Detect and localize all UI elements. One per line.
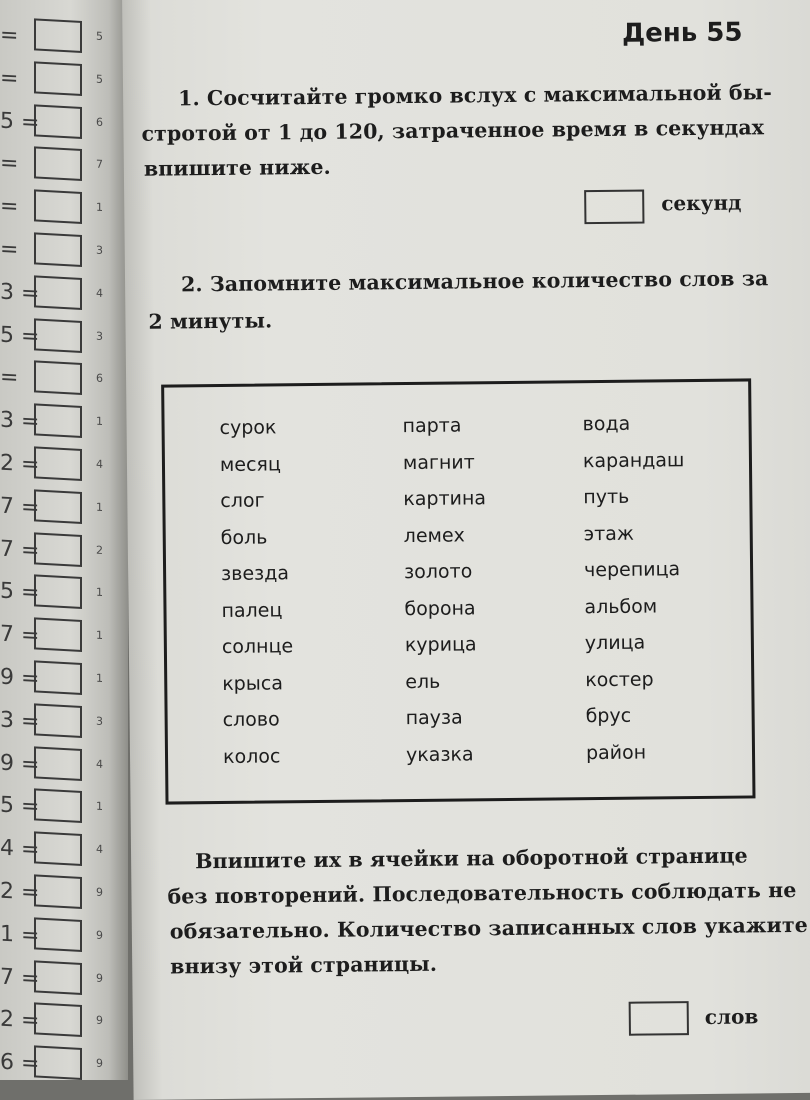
instructions-line1: Впишите их в ячейки на оборотной странице	[195, 843, 748, 874]
previous-page-row	[0, 357, 128, 400]
task2-line2: 2 минуты.	[148, 308, 273, 334]
equation-fragment: 3 =	[0, 279, 40, 307]
equation-fragment: =	[0, 365, 19, 392]
word-column-2	[402, 414, 488, 780]
previous-page-row	[0, 271, 128, 314]
answer-cell	[34, 703, 82, 738]
equation-fragment: 7 =	[0, 621, 40, 649]
text-fragment: 7	[96, 158, 103, 172]
previous-page-row	[0, 614, 128, 657]
word-item: золото	[403, 560, 473, 584]
word-item: ель	[405, 670, 441, 693]
text-fragment: 9	[96, 885, 103, 900]
word-item: лемех	[403, 523, 465, 547]
answer-cell	[34, 104, 82, 139]
answer-cell	[34, 660, 82, 695]
word-item: палец	[221, 598, 283, 622]
task1-line2: стротой от 1 до 120, затраченное время в секундах	[141, 115, 765, 146]
answer-cell	[34, 532, 82, 567]
previous-page-row	[0, 485, 128, 528]
instructions-line3: обязательно. Количество записанных слов укажите	[169, 912, 808, 944]
word-item: борона	[404, 596, 476, 620]
previous-page-row	[0, 186, 128, 229]
equation-fragment: 7 =	[0, 964, 40, 992]
answer-cell	[34, 489, 82, 524]
previous-page-row	[0, 571, 128, 614]
answer-cell	[34, 61, 82, 96]
word-item: черепица	[583, 558, 681, 582]
answer-cell	[34, 874, 82, 909]
answer-cell	[34, 832, 82, 867]
text-fragment: 1	[96, 200, 103, 215]
equation-fragment: 5 =	[0, 579, 40, 607]
text-fragment: 9	[96, 1056, 103, 1071]
word-item: колос	[222, 744, 281, 768]
equation-fragment: 1 =	[0, 921, 40, 949]
equation-fragment: 3 =	[0, 707, 40, 735]
equation-fragment: 4 =	[0, 835, 40, 863]
word-item: курица	[404, 633, 477, 657]
previous-page-row	[0, 999, 128, 1042]
equation-fragment: 9 =	[0, 664, 40, 692]
equation-fragment: =	[0, 65, 19, 92]
equation-fragment: =	[0, 151, 19, 178]
equation-fragment: 2 =	[0, 450, 40, 478]
answer-cell	[34, 275, 82, 310]
previous-page-row	[0, 699, 128, 742]
word-item: пауза	[405, 706, 463, 730]
equation-fragment: 5 =	[0, 322, 40, 350]
previous-page	[0, 0, 128, 1080]
word-item: крыса	[222, 671, 284, 695]
text-fragment: 5	[96, 72, 103, 86]
task1-line3: впишите ниже.	[143, 154, 331, 181]
word-item: слово	[222, 708, 280, 731]
equation-fragment: 3 =	[0, 407, 40, 435]
words-label: слов	[704, 1004, 759, 1029]
previous-page-row	[0, 314, 128, 357]
previous-page-row	[0, 1042, 128, 1080]
text-fragment: 5	[96, 29, 103, 44]
word-item: улица	[584, 631, 646, 655]
word-item: вода	[582, 412, 631, 436]
answer-cell	[34, 746, 82, 781]
word-item: брус	[585, 704, 632, 728]
equation-fragment: 5 =	[0, 108, 40, 136]
answer-cell	[34, 575, 82, 610]
answer-cell	[34, 190, 82, 225]
word-item: звезда	[221, 562, 290, 585]
instructions-line4: внизу этой страницы.	[170, 951, 438, 979]
text-fragment: 4	[96, 842, 103, 857]
word-item: путь	[583, 485, 630, 509]
text-fragment: 1	[96, 414, 103, 429]
word-item: костер	[585, 667, 654, 691]
equation-fragment: 5 =	[0, 793, 40, 821]
previous-page-row	[0, 956, 128, 999]
word-column-1	[219, 416, 294, 782]
word-item: солнце	[221, 635, 294, 658]
answer-cell	[34, 18, 82, 53]
text-fragment: 4	[96, 757, 103, 771]
previous-page-row	[0, 443, 128, 486]
previous-page-row	[0, 400, 128, 443]
word-item: месяц	[219, 452, 281, 476]
text-fragment: 2	[96, 543, 103, 557]
text-fragment: 1	[96, 500, 103, 514]
previous-page-row	[0, 828, 128, 871]
answer-cell	[34, 361, 82, 396]
text-fragment: 3	[96, 243, 103, 258]
previous-page-row	[0, 785, 128, 828]
previous-page-row	[0, 229, 128, 272]
equation-fragment: 7 =	[0, 493, 40, 521]
text-fragment: 4	[96, 457, 103, 472]
text-fragment: 3	[96, 329, 103, 343]
previous-page-row	[0, 871, 128, 914]
word-item: карандаш	[582, 448, 685, 472]
page-title: День 55	[621, 17, 743, 49]
workbook-page	[122, 0, 810, 1100]
previous-page-row	[0, 15, 128, 58]
word-item: сурок	[219, 416, 277, 440]
answer-cell	[34, 917, 82, 952]
text-fragment: 1	[96, 586, 103, 600]
word-item: этаж	[583, 522, 635, 545]
text-fragment: 6	[96, 115, 103, 129]
word-item: картина	[403, 487, 487, 511]
answer-cell	[34, 960, 82, 995]
word-list-box	[161, 378, 755, 804]
word-item: боль	[220, 526, 268, 549]
previous-page-row	[0, 100, 128, 143]
answer-cell	[34, 618, 82, 653]
word-item: парта	[402, 414, 462, 438]
equation-fragment: =	[0, 236, 19, 263]
task1-line1: 1. Сосчитайте громко вслух с максимальной бы-	[178, 80, 773, 111]
previous-page-row	[0, 143, 128, 186]
answer-cell	[34, 232, 82, 267]
words-answer-box[interactable]	[629, 1001, 689, 1036]
text-fragment: 6	[96, 372, 103, 386]
text-fragment: 9	[96, 928, 103, 942]
word-column-3	[582, 412, 687, 778]
equation-fragment: 9 =	[0, 750, 40, 778]
answer-cell	[34, 404, 82, 439]
equation-fragment: 2 =	[0, 878, 40, 906]
seconds-answer-box[interactable]	[584, 190, 644, 225]
equation-fragment: =	[0, 22, 19, 49]
equation-fragment: 7 =	[0, 536, 40, 564]
text-fragment: 1	[96, 800, 103, 814]
previous-page-row	[0, 657, 128, 700]
word-item: альбом	[584, 594, 658, 618]
previous-page-row	[0, 57, 128, 100]
text-fragment: 1	[96, 628, 103, 643]
word-item: район	[585, 741, 647, 764]
equation-fragment: 2 =	[0, 1007, 40, 1035]
word-item: слог	[220, 489, 265, 512]
previous-page-row	[0, 742, 128, 785]
answer-cell	[34, 147, 82, 182]
answer-cell	[34, 1003, 82, 1038]
answer-cell	[34, 446, 82, 481]
previous-page-row	[0, 528, 128, 571]
word-item: указка	[405, 742, 474, 766]
seconds-label: секунд	[661, 190, 742, 216]
equation-fragment: 6 =	[0, 1049, 40, 1077]
text-fragment: 3	[96, 714, 103, 728]
previous-page-row	[0, 913, 128, 956]
task2-line1: 2. Запомните максимальное количество слов за	[180, 266, 769, 297]
text-fragment: 1	[96, 671, 103, 686]
word-item: магнит	[402, 450, 475, 474]
instructions-line2: без повторений. Последовательность соблюдать не	[167, 877, 797, 909]
answer-cell	[34, 1046, 82, 1080]
answer-cell	[34, 318, 82, 353]
equation-fragment: =	[0, 193, 19, 220]
text-fragment: 9	[96, 1014, 103, 1028]
text-fragment: 4	[96, 286, 103, 300]
answer-cell	[34, 789, 82, 824]
text-fragment: 9	[96, 971, 103, 985]
